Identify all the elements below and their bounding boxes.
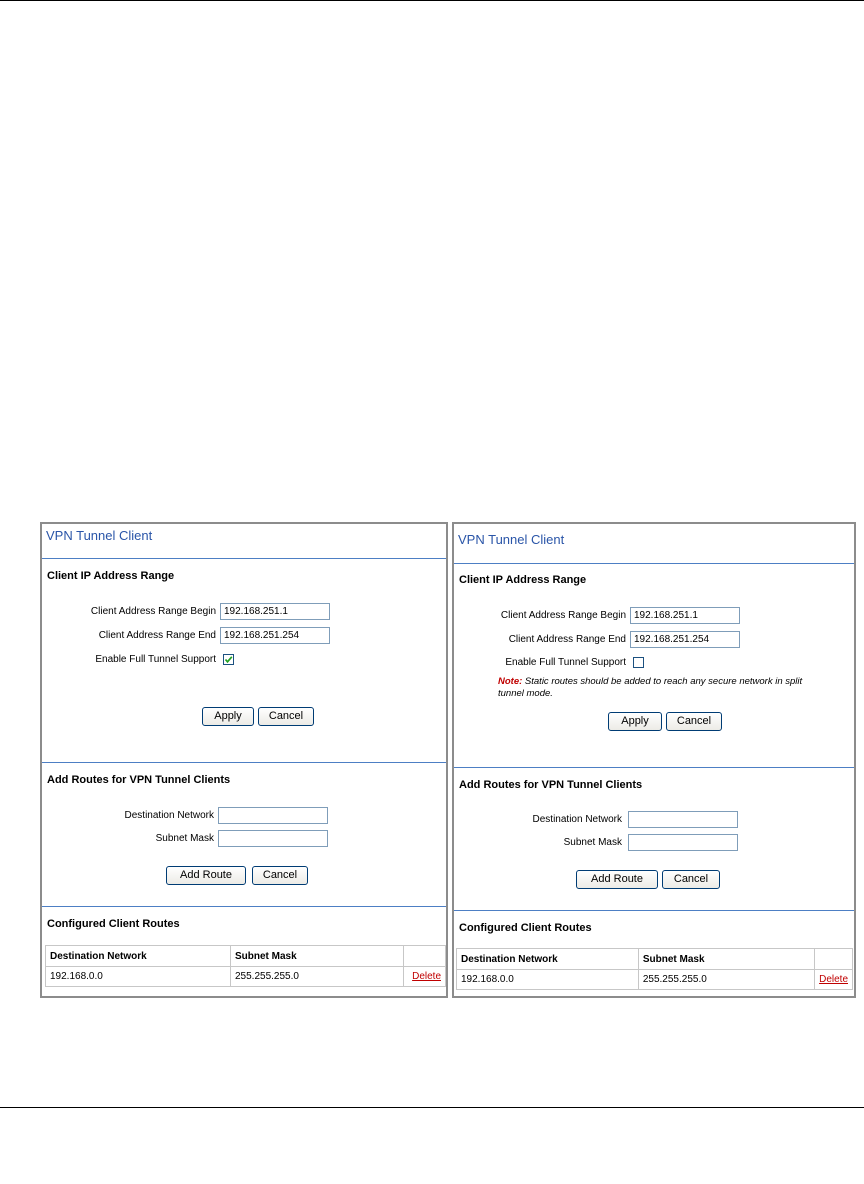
divider <box>42 906 446 907</box>
vpn-tunnel-client-panel-full-tunnel <box>40 522 448 998</box>
client-ip-range-heading: Client IP Address Range <box>47 570 175 582</box>
range-end-label: Client Address Range End <box>508 634 626 645</box>
cancel-route-button[interactable]: Cancel <box>662 870 720 889</box>
destination-network-label: Destination Network <box>124 810 214 821</box>
configured-routes-table <box>456 948 853 990</box>
table-row <box>46 967 446 987</box>
delete-link[interactable]: Delete <box>404 967 446 987</box>
subnet-mask-label: Subnet Mask <box>563 837 622 848</box>
route-destination: 192.168.0.0 <box>457 970 639 990</box>
destination-network-label: Destination Network <box>532 814 622 825</box>
column-header-subnet-mask: Subnet Mask <box>638 949 814 970</box>
destination-network-input[interactable] <box>218 807 328 824</box>
cancel-button[interactable]: Cancel <box>666 712 722 731</box>
column-header-destination: Destination Network <box>457 949 639 970</box>
add-routes-heading: Add Routes for VPN Tunnel Clients <box>459 779 643 791</box>
subnet-mask-input[interactable] <box>218 830 328 847</box>
range-begin-label: Client Address Range Begin <box>90 606 216 617</box>
route-destination: 192.168.0.0 <box>46 967 231 987</box>
divider <box>42 558 446 559</box>
destination-network-input[interactable] <box>628 811 738 828</box>
configured-routes-heading: Configured Client Routes <box>47 918 180 930</box>
client-ip-range-heading: Client IP Address Range <box>459 574 587 586</box>
note-text: Static routes should be added to reach any secure network in split tunnel mode. <box>498 676 803 699</box>
range-end-input[interactable] <box>630 631 740 648</box>
subnet-mask-label: Subnet Mask <box>155 833 214 844</box>
range-begin-label: Client Address Range Begin <box>500 610 626 621</box>
column-header-action <box>815 949 853 970</box>
route-subnet-mask: 255.255.255.0 <box>638 970 814 990</box>
divider <box>454 910 854 911</box>
configured-routes-table <box>45 945 446 987</box>
apply-button[interactable]: Apply <box>202 707 254 726</box>
range-begin-input[interactable] <box>630 607 740 624</box>
vpn-tunnel-client-panel-split-tunnel <box>452 522 856 998</box>
cancel-button[interactable]: Cancel <box>258 707 314 726</box>
apply-button[interactable]: Apply <box>608 712 662 731</box>
full-tunnel-checkbox[interactable] <box>633 657 644 668</box>
add-route-button[interactable]: Add Route <box>576 870 658 889</box>
table-header-row <box>457 949 853 970</box>
column-header-action <box>404 946 446 967</box>
range-end-label: Client Address Range End <box>98 630 216 641</box>
column-header-destination: Destination Network <box>46 946 231 967</box>
range-end-input[interactable] <box>220 627 330 644</box>
divider <box>454 767 854 768</box>
delete-link[interactable]: Delete <box>815 970 853 990</box>
note-label: Note: <box>498 676 523 687</box>
panel-title: VPN Tunnel Client <box>46 528 153 543</box>
checkmark-icon <box>224 655 233 664</box>
add-route-button[interactable]: Add Route <box>166 866 246 885</box>
split-tunnel-note <box>498 676 828 700</box>
table-header-row <box>46 946 446 967</box>
full-tunnel-label: Enable Full Tunnel Support <box>505 657 626 668</box>
configured-routes-heading: Configured Client Routes <box>459 922 592 934</box>
full-tunnel-checkbox[interactable] <box>223 654 234 665</box>
full-tunnel-label: Enable Full Tunnel Support <box>95 654 216 665</box>
add-routes-heading: Add Routes for VPN Tunnel Clients <box>47 774 231 786</box>
subnet-mask-input[interactable] <box>628 834 738 851</box>
divider <box>42 762 446 763</box>
panel-title: VPN Tunnel Client <box>458 532 565 547</box>
column-header-subnet-mask: Subnet Mask <box>231 946 404 967</box>
page-top-rule <box>0 0 864 1</box>
divider <box>454 563 854 564</box>
page-bottom-rule <box>0 1107 864 1108</box>
range-begin-input[interactable] <box>220 603 330 620</box>
table-row <box>457 970 853 990</box>
cancel-route-button[interactable]: Cancel <box>252 866 308 885</box>
route-subnet-mask: 255.255.255.0 <box>231 967 404 987</box>
